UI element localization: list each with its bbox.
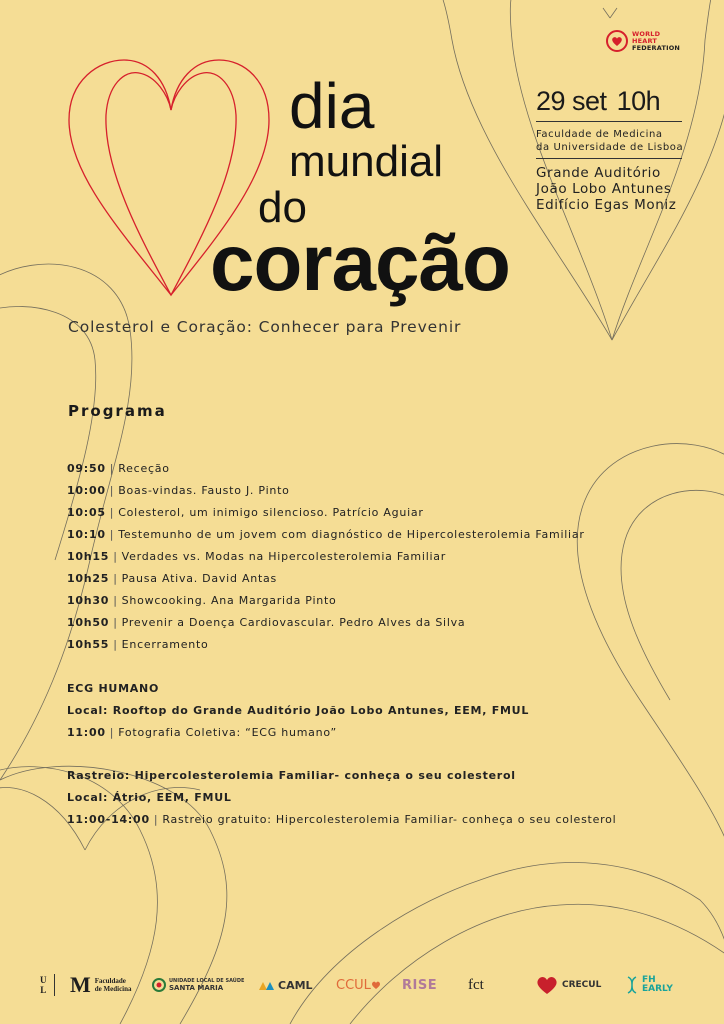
screening-row <box>67 813 707 835</box>
title-line-dia: dia <box>289 70 375 142</box>
venue-line1: Grande Auditório <box>536 165 661 181</box>
separator: | <box>109 528 115 541</box>
title-line-do: do <box>258 183 307 232</box>
santa-maria-icon <box>152 978 166 992</box>
program-list <box>67 462 707 660</box>
crecul-text: CRECUL <box>562 980 602 990</box>
faculty-line2: da Universidade de Lisboa <box>536 142 684 153</box>
program-row <box>67 616 707 638</box>
program-row <box>67 462 707 484</box>
venue-line2: João Lobo Antunes <box>536 181 672 197</box>
program-time: 10h25 <box>67 572 110 585</box>
program-text: Verdades vs. Modas na Hipercolesterolemia Familiar <box>121 550 447 563</box>
whf-line3: FEDERATION <box>632 43 681 52</box>
program-text: Boas-vindas. Fausto J. Pinto <box>118 484 290 497</box>
program-text: Encerramento <box>121 638 209 651</box>
caml-icon <box>258 979 276 991</box>
program-text: Testemunho de um jovem com diagnóstico de Hipercolesterolemia Familiar <box>118 528 585 541</box>
whf-line1: WORLD <box>632 29 661 38</box>
venue-line3: Edifício Egas Moniz <box>536 197 677 213</box>
separator: | <box>113 594 118 607</box>
ecg-title: ECG HUMANO <box>67 682 160 695</box>
program-text: Pausa Ativa. David Antas <box>121 572 277 585</box>
crecul-heart-icon <box>536 975 558 995</box>
dna-icon <box>625 976 639 994</box>
program-row <box>67 528 707 550</box>
separator: | <box>109 462 115 475</box>
divider <box>536 121 682 122</box>
program-row <box>67 550 707 572</box>
santa-maria-logo <box>152 972 244 998</box>
program-row <box>67 572 707 594</box>
program-time: 10:00 <box>67 484 106 497</box>
fh-line2: EARLY <box>642 984 673 994</box>
outline-heart-bottom-right <box>290 863 724 1024</box>
ecg-row <box>67 726 707 748</box>
program-text: Showcooking. Ana Margarida Pinto <box>121 594 337 607</box>
ul-logo <box>40 972 47 998</box>
program-row <box>67 638 707 660</box>
program-row <box>67 484 707 506</box>
separator: | <box>113 616 118 629</box>
event-details <box>536 86 686 213</box>
program-row <box>67 594 707 616</box>
event-time: 10h <box>616 86 661 116</box>
logo-divider <box>54 972 55 998</box>
screening-section <box>67 769 707 835</box>
heart-logo-icon <box>606 30 628 52</box>
program-row <box>67 506 707 528</box>
fh-line1: FH <box>642 975 656 985</box>
fm-line1: Faculdade <box>94 977 126 985</box>
divider <box>536 158 682 159</box>
screening-title: Rastreio: Hipercolesterolemia Familiar- conheça o seu colesterol <box>67 769 516 782</box>
ul-line2: L <box>40 985 47 995</box>
program-time: 10h50 <box>67 616 110 629</box>
ul-line1: U <box>40 975 47 985</box>
subtitle: Colesterol e Coração: Conhecer para Prevenir <box>68 318 462 336</box>
program-time: 10h55 <box>67 638 110 651</box>
screening-time: 11:00-14:00 <box>67 813 150 826</box>
rise-logo <box>402 972 437 998</box>
separator: | <box>113 572 118 585</box>
ecg-text: Fotografia Coletiva: “ECG humano” <box>118 726 337 739</box>
ecg-section <box>67 682 707 748</box>
program-heading: Programa <box>68 402 167 420</box>
title-line-mundial: mundial <box>289 137 444 186</box>
fm-logo <box>70 972 132 998</box>
program-time: 10h15 <box>67 550 110 563</box>
program-time: 10:10 <box>67 528 106 541</box>
separator: | <box>109 484 115 497</box>
separator: | <box>113 638 118 651</box>
ccul-logo <box>336 972 381 998</box>
rise-text: RISE <box>402 977 438 993</box>
ccul-text: CCUL <box>336 977 371 993</box>
sm-line2: SANTA MARIA <box>169 984 224 992</box>
faculty-line1: Faculdade de Medicina <box>536 129 663 140</box>
fct-logo <box>468 972 484 998</box>
world-heart-federation-logo <box>606 30 680 52</box>
crecul-logo <box>536 972 601 998</box>
whf-line2: HEART <box>632 36 658 45</box>
ecg-location: Local: Rooftop do Grande Auditório João Lobo Antunes, EEM, FMUL <box>67 704 530 717</box>
separator: | <box>109 726 115 739</box>
screening-location: Local: Átrio, EEM, FMUL <box>67 791 232 804</box>
program-text: Prevenir a Doença Cardiovascular. Pedro Alves da Silva <box>121 616 466 629</box>
separator: | <box>109 506 115 519</box>
fct-text: fct <box>468 976 484 993</box>
fm-line2: de Medicina <box>94 985 132 993</box>
caml-text: CAML <box>278 978 313 992</box>
fh-early-logo <box>625 972 673 998</box>
separator: | <box>153 813 159 826</box>
program-time: 10h30 <box>67 594 110 607</box>
separator: | <box>113 550 118 563</box>
sponsor-logos <box>40 972 690 998</box>
screening-text: Rastreio gratuito: Hipercolesterolemia Familiar- conheça o seu colesterol <box>162 813 617 826</box>
program-text: Receção <box>118 462 170 475</box>
title-line-coracao: coração <box>210 218 510 307</box>
ecg-time: 11:00 <box>67 726 106 739</box>
program-time: 09:50 <box>67 462 106 475</box>
sm-line1: UNIDADE LOCAL DE SAÚDE <box>169 978 245 984</box>
fm-mark: M <box>70 972 91 997</box>
event-date: 29 set <box>536 86 607 116</box>
program-time: 10:05 <box>67 506 106 519</box>
caml-logo <box>258 972 313 998</box>
program-text: Colesterol, um inimigo silencioso. Patrício Aguiar <box>118 506 424 519</box>
ccul-heart-icon <box>371 980 381 990</box>
